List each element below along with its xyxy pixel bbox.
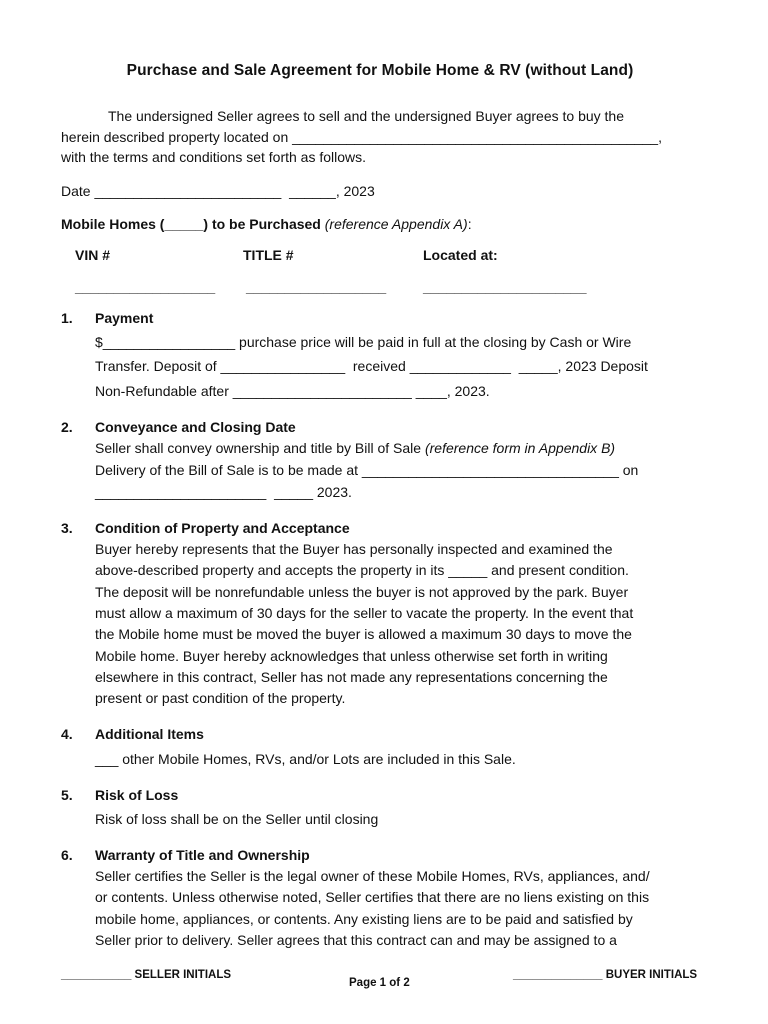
section-line: The deposit will be nonrefundable unless the buyer is not approved by the park. Buyer (95, 584, 629, 600)
section-number: 6. (61, 847, 73, 863)
section-line: present or past condition of the property. (95, 690, 346, 706)
vin-column-header: VIN # (75, 247, 111, 263)
section-line: Seller certifies the Seller is the legal owner of these Mobile Homes, RVs, appliances, and/ (95, 868, 650, 884)
title-blank: __________________ (246, 279, 387, 295)
section-line: ______________________ _____ 2023. (95, 484, 352, 500)
section-line: Delivery of the Bill of Sale is to be made at _________________________________ on (95, 462, 639, 478)
intro-line-1: The undersigned Seller agrees to sell and the undersigned Buyer agrees to buy the (108, 108, 625, 124)
page-number: Page 1 of 2 (349, 977, 410, 989)
section-number: 3. (61, 520, 73, 536)
section-number: 5. (61, 787, 73, 803)
appendix-a-reference: (reference Appendix A) (324, 216, 468, 232)
section-line (95, 440, 615, 456)
section-line: must allow a maximum of 30 days for the seller to vacate the property. In the event that (95, 605, 634, 621)
section-heading-conveyance: Conveyance and Closing Date (95, 419, 296, 435)
section-number: 4. (61, 726, 73, 742)
mobile-homes-label: Mobile Homes (_____) to be Purchased (61, 216, 321, 232)
section-heading-condition: Condition of Property and Acceptance (95, 520, 350, 536)
mobile-homes-line (61, 214, 472, 234)
intro-line-2: herein described property located on _______________________________________________, (61, 129, 662, 145)
section-line: elsewhere in this contract, Seller has not made any representations concerning the (95, 669, 608, 685)
section-line: ___ other Mobile Homes, RVs, and/or Lots are included in this Sale. (95, 751, 516, 767)
section-number: 2. (61, 419, 73, 435)
date-line: Date ________________________ ______, 2023 (61, 183, 375, 199)
section-line: Seller prior to delivery. Seller agrees that this contract can and may be assigned to a (95, 932, 617, 948)
located-column-header: Located at: (423, 247, 498, 263)
section-line: Non-Refundable after _______________________ ____, 2023. (95, 383, 490, 399)
section-number: 1. (61, 310, 73, 326)
section-heading-risk-of-loss: Risk of Loss (95, 787, 179, 803)
section-line: Mobile home. Buyer hereby acknowledges that unless otherwise set forth in writing (95, 648, 608, 664)
document-title: Purchase and Sale Agreement for Mobile Home & RV (without Land) (126, 62, 634, 79)
vin-blank: __________________ (75, 279, 216, 295)
section-heading-payment: Payment (95, 310, 154, 326)
conveyance-text: Seller shall convey ownership and title by Bill of Sale (95, 440, 425, 456)
section-line: Buyer hereby represents that the Buyer has personally inspected and examined the (95, 541, 613, 557)
intro-line-3: with the terms and conditions set forth as follows. (61, 149, 367, 165)
section-line: the Mobile home must be moved the buyer is allowed a maximum 30 days to move the (95, 626, 632, 642)
section-line: mobile home, appliances, or contents. Any existing liens are to be paid and satisfied by (95, 911, 633, 927)
title-column-header: TITLE # (243, 247, 294, 263)
section-line: $_________________ purchase price will be paid in full at the closing by Cash or Wire (95, 334, 632, 350)
located-blank: _____________________ (423, 279, 587, 295)
section-line: above-described property and accepts the property in its _____ and present condition. (95, 562, 629, 578)
seller-initials: ___________ SELLER INITIALS (61, 969, 232, 981)
section-line: or contents. Unless otherwise noted, Seller certifies that there are no liens existing on this (95, 889, 650, 905)
section-heading-additional-items: Additional Items (95, 726, 204, 742)
section-line: Transfer. Deposit of ________________ received _____________ _____, 2023 Deposit (95, 358, 648, 374)
buyer-initials: ______________ BUYER INITIALS (513, 969, 698, 981)
appendix-b-reference: (reference form in Appendix B) (424, 440, 616, 456)
section-line: Risk of loss shall be on the Seller until closing (95, 811, 379, 827)
mobile-homes-colon: : (467, 216, 472, 232)
section-heading-warranty: Warranty of Title and Ownership (95, 847, 310, 863)
